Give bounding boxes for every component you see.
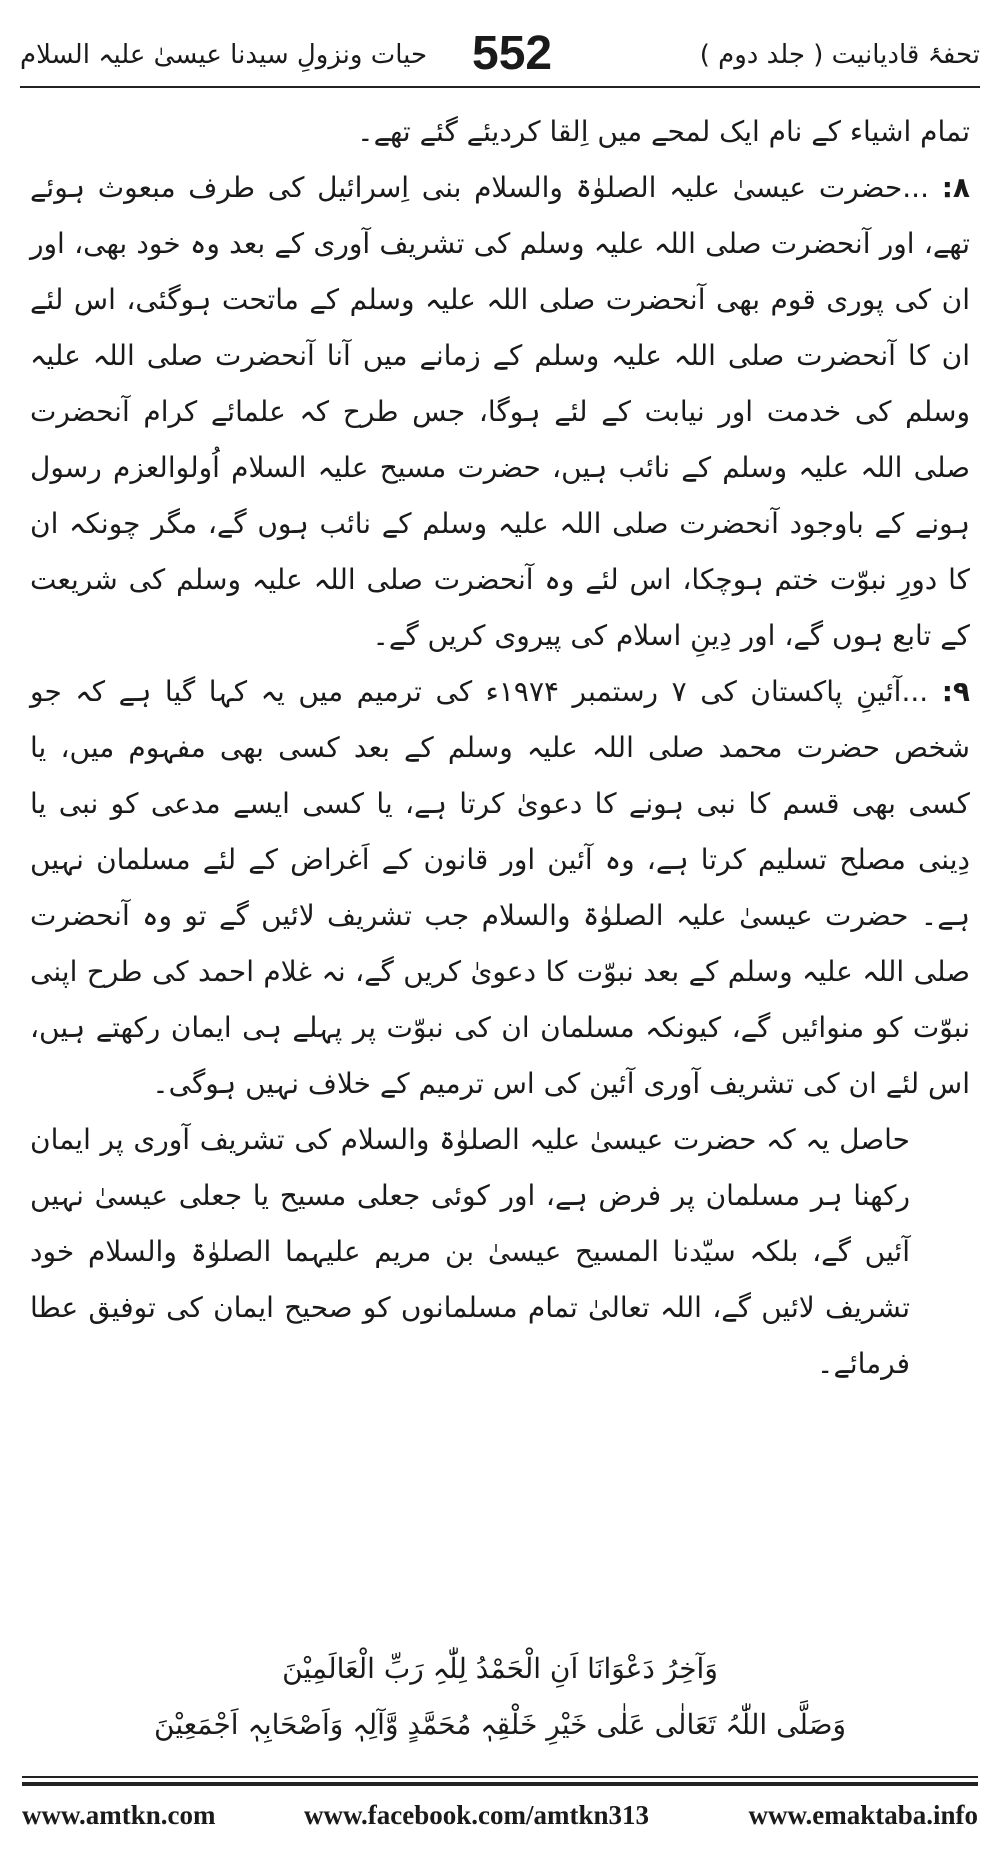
footer-link-emaktaba[interactable]: www.emaktaba.info <box>748 1800 978 1830</box>
paragraph-9 <box>30 664 970 1112</box>
footer-link-facebook[interactable]: www.facebook.com/amtkn313 <box>304 1800 649 1830</box>
conclusion-paragraph: حاصل یہ کہ حضرت عیسیٰ علیہ الصلوٰۃ والسلام کی تشریف آوری پر ایمان رکھنا ہر مسلمان پر فرض ہے، اور کوئی جعلی مسیح یا جعلی عیسیٰ نہیں آئیں گے، بلکہ سیّدنا المسیح عیسیٰ بن مریم علیہما الصلوٰۃ والسلام خود تشریف لائیں گے، اللہ تعالیٰ تمام مسلمانوں کو صحیح ایمان کی توفیق عطا فرمائے۔ <box>30 1123 910 1380</box>
chapter-title: حیات ونزولِ سیدنا عیسیٰ علیہ السلام <box>20 40 428 70</box>
closing-dua-line-2: وَصَلَّی اللّٰہُ تَعَالٰی عَلٰی خَیْرِ خَلْقِہٖ مُحَمَّدٍ وَّآلِہٖ وَاَصْحَابِہٖ اَجْمَعِیْنَ <box>154 1708 846 1741</box>
intro-line: تمام اشیاء کے نام ایک لمحے میں اِلقا کردیئے گئے تھے۔ <box>357 115 970 148</box>
paragraph-9-number: ۹: <box>941 675 970 708</box>
book-title: تحفۂ قادیانیت ( جلد دوم ) <box>699 40 980 70</box>
page-footer <box>22 1800 978 1836</box>
paragraph-8-number: ۸: <box>941 171 970 204</box>
page-header <box>20 22 980 82</box>
paragraph-8-text: ...حضرت عیسیٰ علیہ الصلوٰۃ والسلام بنی اِسرائیل کی طرف مبعوث ہوئے تھے، اور آنحضرت صلی اللہ علیہ وسلم کی تشریف آوری کے بعد وہ خود بھی، اور ان کی پوری قوم بھی آنحضرت صلی اللہ علیہ وسلم کے ماتحت ہوگئی، اس لئے ان کا آنحضرت صلی اللہ علیہ وسلم کے زمانے میں آنا آنحضرت صلی اللہ علیہ وسلم کی خدمت اور نیابت کے لئے ہوگا، جس طرح کہ علمائے کرام آنحضرت صلی اللہ علیہ وسلم کے نائب ہیں، حضرت مسیح علیہ السلام اُولوالعزم رسول ہونے کے باوجود آنحضرت صلی اللہ علیہ وسلم کے نائب ہوں گے، مگر چونکہ ان کا دورِ نبوّت ختم ہوچکا، اس لئے وہ آنحضرت صلی اللہ علیہ وسلم کی شریعت کے تابع ہوں گے، اور دِینِ اسلام کی پیروی کریں گے۔ <box>30 171 970 652</box>
footer-divider-thin <box>22 1776 978 1778</box>
closing-dua-line-1: وَآخِرُ دَعْوَانَا اَنِ الْحَمْدُ لِلّٰہِ رَبِّ الْعَالَمِیْنَ <box>282 1652 718 1685</box>
page-body <box>30 104 970 1392</box>
paragraph-9-text: ...آئینِ پاکستان کی ۷ رستمبر ۱۹۷۴ء کی ترمیم میں یہ کہا گیا ہے کہ جو شخص حضرت محمد صلی اللہ علیہ وسلم کے بعد کسی بھی مفہوم میں، یا کسی بھی قسم کا نبی ہونے کا دعویٰ کرتا ہے، یا کسی ایسے مدعی کو نبی یا دِینی مصلح تسلیم کرتا ہے، وہ آئین اور قانون کے اَغراض کے لئے مسلمان نہیں ہے۔ حضرت عیسیٰ علیہ الصلوٰۃ والسلام جب تشریف لائیں گے تو وہ آنحضرت صلی اللہ علیہ وسلم کے بعد نبوّت کا دعویٰ کریں گے، نہ غلام احمد کی طرح اپنی نبوّت کو منوائیں گے، کیونکہ مسلمان ان کی نبوّت پر پہلے ہی ایمان رکھتے ہیں، اس لئے ان کی تشریف آوری آئین کی اس ترمیم کے خلاف نہیں ہوگی۔ <box>30 675 970 1100</box>
footer-link-amtkn[interactable]: www.amtkn.com <box>22 1800 216 1830</box>
paragraph-8 <box>30 160 970 664</box>
header-divider <box>20 86 980 88</box>
footer-divider-thick <box>22 1782 978 1786</box>
page-number: 552 <box>472 27 553 80</box>
